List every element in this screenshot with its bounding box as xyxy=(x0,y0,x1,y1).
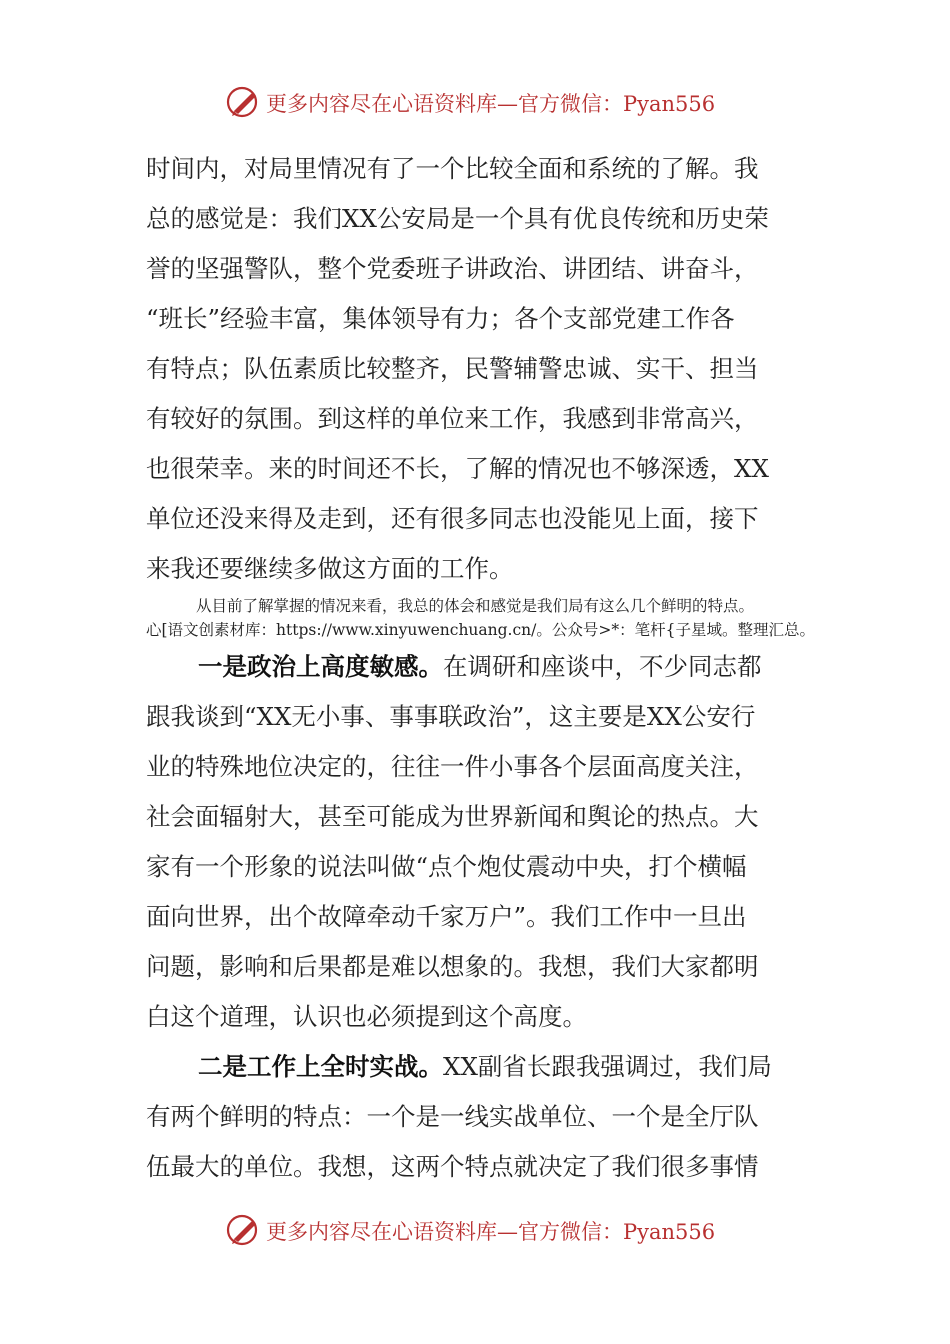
pen-circle-logo-icon xyxy=(226,1212,262,1248)
paragraph-line: “班长”经验丰富，集体领导有力；各个支部党建工作各 xyxy=(146,304,735,333)
point-one-first-line xyxy=(198,650,762,684)
small-note-line: 心[语文创素材库：https://www.xinyuwenchuang.cn/。公众号>*：笔杆{子星域。整理汇总。 xyxy=(146,621,815,639)
paragraph-line: 问题，影响和后果都是难以想象的。我想，我们大家都明 xyxy=(146,952,759,981)
paragraph-line: 来我还要继续多做这方面的工作。 xyxy=(146,554,514,583)
pen-circle-logo-icon xyxy=(226,84,262,120)
paragraph-line: 总的感觉是：我们XX公安局是一个具有优良传统和历史荣 xyxy=(146,204,769,233)
paragraph-line: 时间内，对局里情况有了一个比较全面和系统的了解。我 xyxy=(146,154,759,183)
paragraph-line: 也很荣幸。来的时间还不长，了解的情况也不够深透，XX xyxy=(146,454,769,483)
header-watermark-banner[interactable] xyxy=(0,80,950,124)
paragraph-line: 业的特殊地位决定的，往往一件小事各个层面高度关注， xyxy=(146,752,759,781)
paragraph-line: 面向世界，出个故障牵动千家万户”。我们工作中一旦出 xyxy=(146,902,747,931)
paragraph-line: 伍最大的单位。我想，这两个特点就决定了我们很多事情 xyxy=(146,1152,759,1181)
footer-watermark-text: 更多内容尽在心语资料库—官方微信：Pyan556 xyxy=(266,1220,716,1244)
footer-watermark-banner[interactable] xyxy=(0,1208,950,1252)
paragraph-line: 誉的坚强警队，整个党委班子讲政治、讲团结、讲奋斗， xyxy=(146,254,759,283)
point-two-text: XX副省长跟我强调过，我们局 xyxy=(443,1052,772,1081)
small-note-line: 从目前了解掌握的情况来看，我总的体会和感觉是我们局有这么几个鲜明的特点。 xyxy=(196,597,755,615)
paragraph-line: 有特点；队伍素质比较整齐，民警辅警忠诚、实干、担当 xyxy=(146,354,759,383)
header-watermark-text: 更多内容尽在心语资料库—官方微信：Pyan556 xyxy=(266,92,716,116)
paragraph-line: 白这个道理，认识也必须提到这个高度。 xyxy=(146,1002,587,1031)
paragraph-line: 有两个鲜明的特点：一个是一线实战单位、一个是全厅队 xyxy=(146,1102,759,1131)
point-two-heading: 二是工作上全时实战。 xyxy=(198,1052,443,1081)
paragraph-line: 有较好的氛围。到这样的单位来工作，我感到非常高兴， xyxy=(146,404,759,433)
point-one-text: 在调研和座谈中，不少同志都 xyxy=(443,652,762,681)
point-one-heading: 一是政治上高度敏感。 xyxy=(198,652,443,681)
paragraph-line: 单位还没来得及走到，还有很多同志也没能见上面，接下 xyxy=(146,504,759,533)
paragraph-line: 家有一个形象的说法叫做“点个炮仗震动中央，打个横幅 xyxy=(146,852,747,881)
paragraph-line: 社会面辐射大，甚至可能成为世界新闻和舆论的热点。大 xyxy=(146,802,759,831)
point-two-first-line xyxy=(198,1050,772,1084)
paragraph-line: 跟我谈到“XX无小事、事事联政治”，这主要是XX公安行 xyxy=(146,702,756,731)
